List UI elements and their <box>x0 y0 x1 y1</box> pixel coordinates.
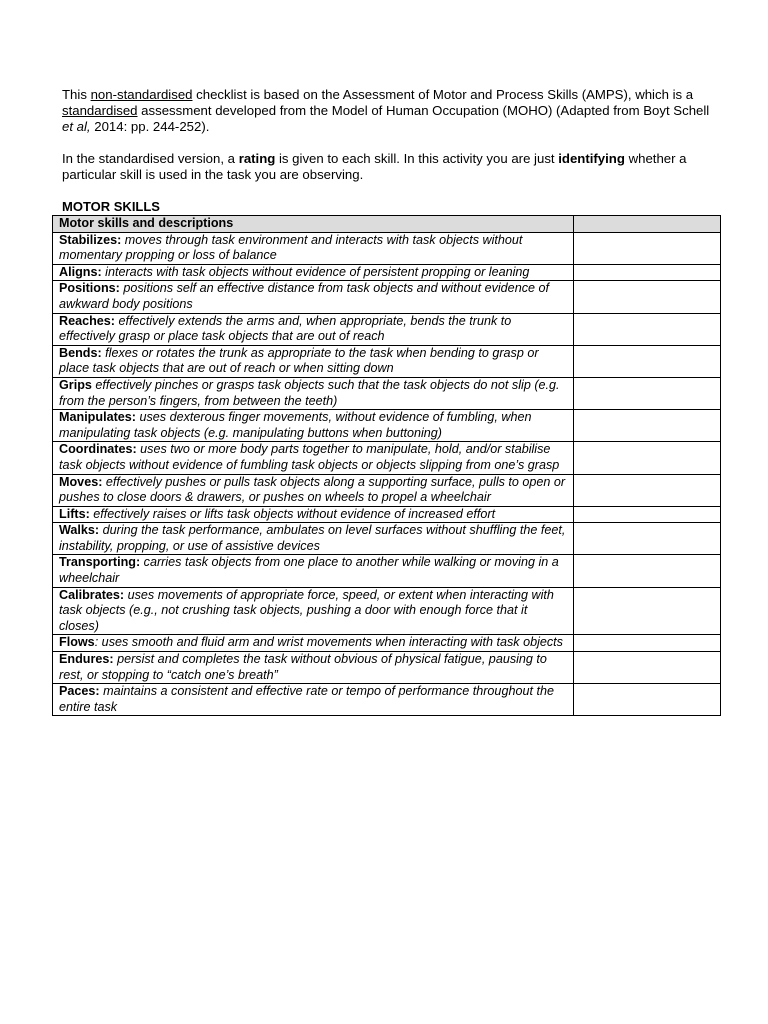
table-header-check <box>574 216 721 233</box>
text-run: 2014: pp. 244-252). <box>90 119 210 134</box>
check-cell[interactable] <box>574 345 721 377</box>
bold-term: rating <box>238 151 276 166</box>
skill-description: positions self an effective distance from task objects and without evidence of awkward body positions <box>59 281 549 311</box>
text-run: checklist is based on the Assessment of Motor and Process Skills (AMPS), which is a <box>192 87 694 102</box>
motor-skills-table <box>52 215 721 716</box>
table-header-row <box>53 216 721 233</box>
skill-description-cell <box>53 377 574 409</box>
table-row <box>53 410 721 442</box>
skill-name: Flows <box>59 635 95 650</box>
underlined-term: standardised <box>62 103 138 118</box>
table-row <box>53 555 721 587</box>
skill-description-cell <box>53 281 574 313</box>
skill-description: effectively raises or lifts task objects without evidence of increased effort <box>89 506 496 521</box>
skill-description: effectively pinches or grasps task objects such that the task objects do not slip (e.g. from the person’s fingers, from between the teeth) <box>59 377 560 408</box>
table-row <box>53 635 721 652</box>
text-run: In the standardised version, a <box>62 151 239 166</box>
table-row <box>53 281 721 313</box>
skill-name: Manipulates: <box>59 410 136 425</box>
table-row <box>53 442 721 474</box>
table-row <box>53 313 721 345</box>
skill-description: interacts with task objects without evidence of persistent propping or leaning <box>101 264 530 279</box>
skill-description: maintains a consistent and effective rate or tempo of performance throughout the entire task <box>59 684 554 714</box>
skill-description-cell <box>53 555 574 587</box>
skill-name: Bends: <box>59 345 102 360</box>
italic-term: et al, <box>62 119 91 134</box>
text-run: whether a particular skill is used in the task you are observing. <box>62 151 687 182</box>
skill-name: Positions: <box>59 281 120 296</box>
check-cell[interactable] <box>574 410 721 442</box>
skill-name: Lifts: <box>59 506 90 521</box>
skill-name: Moves: <box>59 474 103 489</box>
skill-description-cell <box>53 313 574 345</box>
check-cell[interactable] <box>574 652 721 684</box>
text-run: assessment developed from the Model of Human Occupation (MOHO) (Adapted from Boyt Schell <box>137 103 710 118</box>
table-row <box>53 506 721 523</box>
check-cell[interactable] <box>574 377 721 409</box>
underlined-term: non-standardised <box>90 87 193 102</box>
table-row <box>53 345 721 377</box>
skill-description-cell <box>53 684 574 716</box>
check-cell[interactable] <box>574 555 721 587</box>
check-cell[interactable] <box>574 587 721 635</box>
skill-description-cell <box>53 345 574 377</box>
text-run: This <box>62 87 91 102</box>
skill-name: Coordinates: <box>59 442 137 457</box>
skill-description: carries task objects from one place to another while walking or moving in a wheelchair <box>59 555 559 586</box>
skill-description: uses dexterous finger movements, without evidence of fumbling, when manipulating task objects (e.g. manipulating buttons when buttoning) <box>59 410 532 440</box>
skill-name: Endures: <box>59 652 114 667</box>
table-row <box>53 684 721 716</box>
skill-description-cell <box>53 232 574 264</box>
check-cell[interactable] <box>574 281 721 313</box>
check-cell[interactable] <box>574 313 721 345</box>
skill-description-cell <box>53 442 574 474</box>
table-row <box>53 587 721 635</box>
skill-description: : uses smooth and fluid arm and wrist movements when interacting with task objects <box>94 635 563 650</box>
skill-name: Walks: <box>59 523 100 538</box>
check-cell[interactable] <box>574 442 721 474</box>
skill-name: Grips <box>59 377 92 392</box>
check-cell[interactable] <box>574 635 721 652</box>
skill-description-cell <box>53 652 574 684</box>
skill-description-cell <box>53 410 574 442</box>
skill-description: persist and completes the task without obvious of physical fatigue, pausing to rest, or stopping to “catch one’s breath” <box>59 652 547 682</box>
skill-description: uses two or more body parts together to manipulate, hold, and/or stabilise task objects without evidence of fumbling task objects or objects slipping from one’s grasp <box>59 442 560 472</box>
table-header-skills: Motor skills and descriptions <box>53 216 574 233</box>
intro-paragraph-1 <box>62 87 722 135</box>
check-cell[interactable] <box>574 474 721 506</box>
skill-description: flexes or rotates the trunk as appropriate to the task when bending to grasp or place task objects that are out of reach or when sitting down <box>59 345 539 376</box>
skill-description-cell <box>53 587 574 635</box>
skill-description-cell <box>53 474 574 506</box>
skill-description: during the task performance, ambulates on level surfaces without shuffling the feet, instability, propping, or use of assistive devices <box>59 523 566 553</box>
text-run: is given to each skill. In this activity you are just <box>275 151 559 166</box>
skill-name: Calibrates: <box>59 587 125 602</box>
check-cell[interactable] <box>574 684 721 716</box>
document-page <box>59 87 722 716</box>
skill-name: Paces: <box>59 684 100 699</box>
skill-description-cell <box>53 635 574 652</box>
skill-name: Reaches: <box>59 313 116 328</box>
check-cell[interactable] <box>574 523 721 555</box>
skill-description-cell <box>53 523 574 555</box>
table-row <box>53 377 721 409</box>
table-row <box>53 232 721 264</box>
skill-description: effectively pushes or pulls task objects along a supporting surface, pulls to open or pushes to close doors & drawers, or pushes on wheels to propel a wheelchair <box>59 474 566 505</box>
check-cell[interactable] <box>574 264 721 281</box>
skill-name: Aligns: <box>59 264 102 279</box>
table-row <box>53 523 721 555</box>
section-heading: MOTOR SKILLS <box>62 199 160 214</box>
skill-description-cell <box>53 264 574 281</box>
intro-paragraph-2 <box>62 151 722 183</box>
bold-term: identifying <box>558 151 625 166</box>
skill-description-cell <box>53 506 574 523</box>
skill-description: uses movements of appropriate force, speed, or extent when interacting with task objects (e.g., not crushing task objects, pushing a door with enough force that it closes) <box>59 587 554 633</box>
skill-description: moves through task environment and interacts with task objects without momentary propping or loss of balance <box>59 232 523 263</box>
check-cell[interactable] <box>574 232 721 264</box>
skill-name: Stabilizes: <box>59 232 122 247</box>
table-row <box>53 652 721 684</box>
table-row <box>53 264 721 281</box>
skill-name: Transporting: <box>59 555 141 570</box>
skill-description: effectively extends the arms and, when appropriate, bends the trunk to effectively grasp or place task objects that are out of reach <box>59 313 512 344</box>
table-row <box>53 474 721 506</box>
check-cell[interactable] <box>574 506 721 523</box>
